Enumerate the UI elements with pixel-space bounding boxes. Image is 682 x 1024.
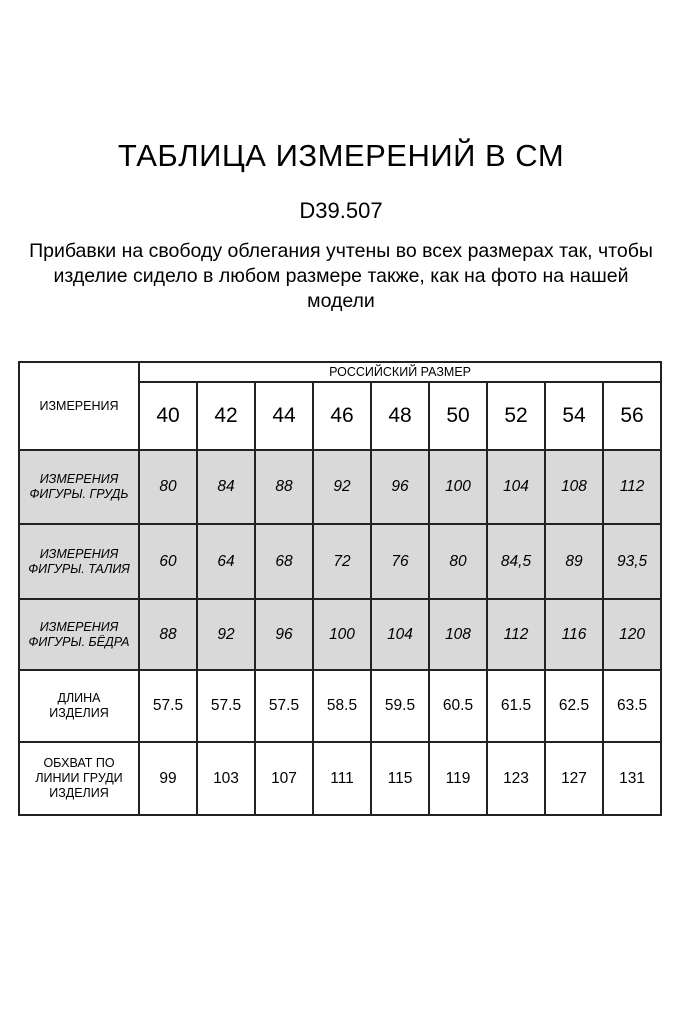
size-header-cell: 52 [487,382,545,450]
value-cell: 63.5 [603,670,661,742]
size-group-header-cell: РОССИЙСКИЙ РАЗМЕР [139,362,661,382]
value-cell: 72 [313,524,371,599]
row-label-cell: ИЗМЕРЕНИЯ ФИГУРЫ. ГРУДЬ [19,450,139,524]
value-cell: 112 [603,450,661,524]
value-cell: 119 [429,742,487,815]
value-cell: 99 [139,742,197,815]
value-cell: 111 [313,742,371,815]
page-title: ТАБЛИЦА ИЗМЕРЕНИЙ В СМ [117,138,565,173]
size-header-cell: 56 [603,382,661,450]
value-cell: 96 [371,450,429,524]
row-label-cell: ИЗМЕРЕНИЯ ФИГУРЫ. ТАЛИЯ [19,524,139,599]
value-cell: 93,5 [603,524,661,599]
value-cell: 127 [545,742,603,815]
value-cell: 108 [545,450,603,524]
value-cell: 104 [487,450,545,524]
size-header-cell: 54 [545,382,603,450]
value-cell: 88 [139,599,197,670]
value-cell: 103 [197,742,255,815]
value-cell: 61.5 [487,670,545,742]
row-label-cell: ДЛИНА ИЗДЕЛИЯ [19,670,139,742]
size-header-cell: 50 [429,382,487,450]
value-cell: 92 [313,450,371,524]
value-cell: 88 [255,450,313,524]
value-cell: 59.5 [371,670,429,742]
value-cell: 116 [545,599,603,670]
table-row-product-chest-girth [19,742,661,815]
row-label-cell: ОБХВАТ ПО ЛИНИИ ГРУДИ ИЗДЕЛИЯ [19,742,139,815]
value-cell: 76 [371,524,429,599]
value-cell: 84,5 [487,524,545,599]
row-label-cell: ИЗМЕРЕНИЯ ФИГУРЫ. БЁДРА [19,599,139,670]
value-cell: 104 [371,599,429,670]
value-cell: 58.5 [313,670,371,742]
value-cell: 123 [487,742,545,815]
value-cell: 89 [545,524,603,599]
value-cell: 68 [255,524,313,599]
value-cell: 100 [429,450,487,524]
product-code: D39.507 [299,198,383,223]
value-cell: 92 [197,599,255,670]
value-cell: 108 [429,599,487,670]
value-cell: 131 [603,742,661,815]
value-cell: 100 [313,599,371,670]
value-cell: 64 [197,524,255,599]
size-header-cell: 42 [197,382,255,450]
group-header-row [19,362,661,382]
table-row-body-hips [19,599,661,670]
value-cell: 96 [255,599,313,670]
size-header-cell: 44 [255,382,313,450]
value-cell: 80 [139,450,197,524]
size-table [18,361,662,816]
table-row-body-chest [19,450,661,524]
value-cell: 57.5 [197,670,255,742]
value-cell: 84 [197,450,255,524]
value-cell: 60.5 [429,670,487,742]
value-cell: 115 [371,742,429,815]
fit-note: Прибавки на свободу облегания учтены во всех размерах так, чтобы изделие сидело в любом размере также, как на фото на нашей модели [29,240,653,312]
table-row-product-length [19,670,661,742]
value-cell: 62.5 [545,670,603,742]
table-row-body-waist [19,524,661,599]
size-header-cell: 46 [313,382,371,450]
measurements-header-cell: ИЗМЕРЕНИЯ [19,362,139,450]
value-cell: 57.5 [139,670,197,742]
value-cell: 60 [139,524,197,599]
value-cell: 120 [603,599,661,670]
value-cell: 107 [255,742,313,815]
value-cell: 57.5 [255,670,313,742]
value-cell: 80 [429,524,487,599]
size-header-cell: 48 [371,382,429,450]
size-header-cell: 40 [139,382,197,450]
value-cell: 112 [487,599,545,670]
